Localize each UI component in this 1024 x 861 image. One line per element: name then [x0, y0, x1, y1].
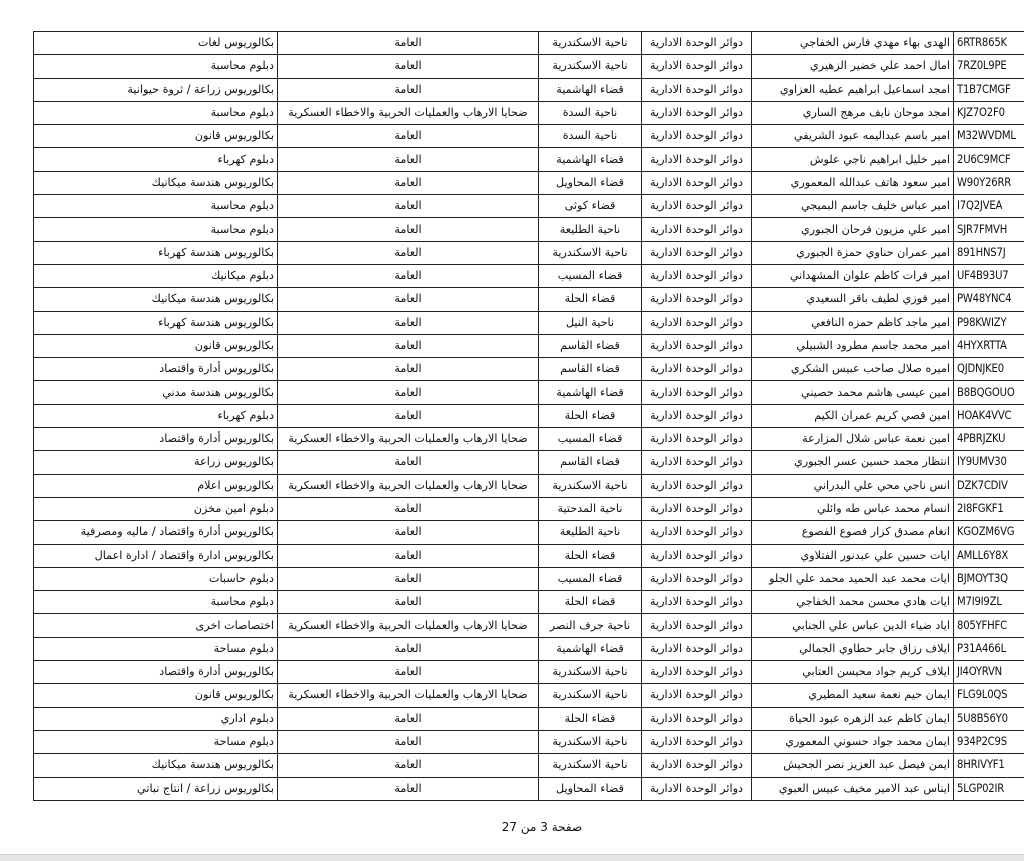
district-cell: ناحية الاسكندرية	[539, 730, 642, 753]
category-cell: ضحايا الارهاب والعمليات الحربية والاخطاء العسكرية	[278, 614, 539, 637]
district-cell: قضاء الحلة	[539, 591, 642, 614]
page-number: صفحة 3 من 27	[501, 820, 583, 834]
table-row	[34, 544, 1024, 567]
qualification-cell: بكالوريوس زراعة / ثروة حيوانية	[34, 78, 278, 101]
table-row	[34, 404, 1024, 427]
qualification-cell: بكالوريوس أدارة واقتصاد / ماليه ومصرفية	[34, 521, 278, 544]
department-cell: دوائر الوحدة الادارية	[642, 125, 752, 148]
department-cell: دوائر الوحدة الادارية	[642, 777, 752, 800]
category-cell: العامة	[278, 730, 539, 753]
qualification-cell: دبلوم محاسبة	[34, 101, 278, 124]
district-cell: قضاء الحلة	[539, 404, 642, 427]
table-row	[34, 195, 1024, 218]
name-cell: امير علي مزيون فرحان الجبوري	[752, 218, 954, 241]
name-cell: انغام مصدق كزار فصوع الفصوع	[752, 521, 954, 544]
department-cell: دوائر الوحدة الادارية	[642, 614, 752, 637]
name-cell: اياد ضياء الدين عباس علي الجنابي	[752, 614, 954, 637]
name-cell: اميره صلال صاحب عبيس الشكري	[752, 358, 954, 381]
department-cell: دوائر الوحدة الادارية	[642, 567, 752, 590]
district-cell: ناحية السدة	[539, 125, 642, 148]
department-cell: دوائر الوحدة الادارية	[642, 101, 752, 124]
department-cell: دوائر الوحدة الادارية	[642, 754, 752, 777]
category-cell: العامة	[278, 661, 539, 684]
category-cell: ضحايا الارهاب والعمليات الحربية والاخطاء العسكرية	[278, 428, 539, 451]
code-cell: P31A466L	[954, 637, 1024, 660]
department-cell: دوائر الوحدة الادارية	[642, 288, 752, 311]
district-cell: ناحية السدة	[539, 101, 642, 124]
department-cell: دوائر الوحدة الادارية	[642, 381, 752, 404]
qualification-cell: بكالوريوس ادارة واقتصاد / ادارة اعمال	[34, 544, 278, 567]
district-cell: قضاء المحاويل	[539, 171, 642, 194]
district-cell: قضاء الحلة	[539, 544, 642, 567]
table-row	[34, 381, 1024, 404]
code-cell: JI4OYRVN	[954, 661, 1024, 684]
code-cell: 891HNS7J	[954, 241, 1024, 264]
qualification-cell: بكالوريوس هندسة مدني	[34, 381, 278, 404]
table-row	[34, 148, 1024, 171]
name-cell: ايمان كاظم عبد الزهره عبود الحياة	[752, 707, 954, 730]
name-cell: امير سعود هاتف عبدالله المعموري	[752, 171, 954, 194]
category-cell: العامة	[278, 381, 539, 404]
qualification-cell: دبلوم كهرباء	[34, 404, 278, 427]
qualification-cell: دبلوم كهرباء	[34, 148, 278, 171]
qualification-cell: دبلوم مساحة	[34, 637, 278, 660]
table-row	[34, 637, 1024, 660]
department-cell: دوائر الوحدة الادارية	[642, 497, 752, 520]
department-cell: دوائر الوحدة الادارية	[642, 171, 752, 194]
table-row	[34, 55, 1024, 78]
district-cell: ناحية الاسكندرية	[539, 474, 642, 497]
category-cell: العامة	[278, 358, 539, 381]
district-cell: ناحية النيل	[539, 311, 642, 334]
qualification-cell: دبلوم امين مخزن	[34, 497, 278, 520]
district-cell: قضاء كوثى	[539, 195, 642, 218]
table-row	[34, 32, 1024, 55]
code-cell: 4HYXRTTA	[954, 334, 1024, 357]
department-cell: دوائر الوحدة الادارية	[642, 32, 752, 55]
table-row	[34, 125, 1024, 148]
qualification-cell: بكالوريوس قانون	[34, 334, 278, 357]
code-cell: AMLL6Y8X	[954, 544, 1024, 567]
qualification-cell: بكالوريوس هندسة ميكانيك	[34, 754, 278, 777]
qualification-cell: بكالوريوس هندسة ميكانيك	[34, 171, 278, 194]
table-row	[34, 218, 1024, 241]
name-cell: امير عباس خليف جاسم البميجي	[752, 195, 954, 218]
category-cell: ضحايا الارهاب والعمليات الحربية والاخطاء العسكرية	[278, 684, 539, 707]
qualification-cell: دبلوم اداري	[34, 707, 278, 730]
department-cell: دوائر الوحدة الادارية	[642, 404, 752, 427]
code-cell: B8BQGOUO	[954, 381, 1024, 404]
table-row	[34, 101, 1024, 124]
district-cell: ناحية الاسكندرية	[539, 684, 642, 707]
qualification-cell: دبلوم محاسبة	[34, 195, 278, 218]
table-row	[34, 334, 1024, 357]
qualification-cell: دبلوم محاسبة	[34, 591, 278, 614]
category-cell: العامة	[278, 171, 539, 194]
code-cell: 4PBRJZKU	[954, 428, 1024, 451]
department-cell: دوائر الوحدة الادارية	[642, 78, 752, 101]
qualification-cell: بكالوريوس أدارة واقتصاد	[34, 358, 278, 381]
category-cell: العامة	[278, 264, 539, 287]
name-cell: انس ناجي محي علي البدراني	[752, 474, 954, 497]
name-cell: امجد اسماعيل ابراهيم عطيه العزاوي	[752, 78, 954, 101]
name-cell: ايلاف كريم جواد محيسن العتابي	[752, 661, 954, 684]
bottom-border	[0, 854, 1024, 861]
name-cell: امال احمد علي خضير الزهيري	[752, 55, 954, 78]
table-row	[34, 684, 1024, 707]
name-cell: امير خليل ابراهيم ناجي علوش	[752, 148, 954, 171]
district-cell: قضاء الهاشمية	[539, 78, 642, 101]
table-row	[34, 264, 1024, 287]
category-cell: العامة	[278, 637, 539, 660]
table-row	[34, 171, 1024, 194]
district-cell: قضاء المسيب	[539, 567, 642, 590]
table-row	[34, 614, 1024, 637]
district-cell: قضاء الهاشمية	[539, 381, 642, 404]
name-cell: ايلاف رزاق جابر حطاوي الجمالي	[752, 637, 954, 660]
code-cell: T1B7CMGF	[954, 78, 1024, 101]
code-cell: 8HRIVYF1	[954, 754, 1024, 777]
category-cell: العامة	[278, 567, 539, 590]
district-cell: قضاء الهاشمية	[539, 148, 642, 171]
qualification-cell: بكالوريوس هندسة ميكانيك	[34, 288, 278, 311]
code-cell: 6RTR865K	[954, 32, 1024, 55]
qualification-cell: بكالوريوس قانون	[34, 125, 278, 148]
district-cell: ناحية الاسكندرية	[539, 241, 642, 264]
category-cell: العامة	[278, 195, 539, 218]
name-cell: امير ماجد كاظم حمزه النافعي	[752, 311, 954, 334]
category-cell: العامة	[278, 32, 539, 55]
qualification-cell: بكالوريوس لغات	[34, 32, 278, 55]
table-row	[34, 567, 1024, 590]
name-cell: امير محمد جاسم مطرود الشبيلي	[752, 334, 954, 357]
district-cell: قضاء المسيب	[539, 428, 642, 451]
department-cell: دوائر الوحدة الادارية	[642, 521, 752, 544]
name-cell: امير عمران حناوي حمزة الجبوري	[752, 241, 954, 264]
district-cell: قضاء الحلة	[539, 707, 642, 730]
category-cell: العامة	[278, 55, 539, 78]
category-cell: العامة	[278, 521, 539, 544]
table-row	[34, 777, 1024, 800]
category-cell: ضحايا الارهاب والعمليات الحربية والاخطاء العسكرية	[278, 474, 539, 497]
category-cell: العامة	[278, 334, 539, 357]
name-cell: امين نعمة عباس شلال المزارعة	[752, 428, 954, 451]
district-cell: ناحية جرف النصر	[539, 614, 642, 637]
qualification-cell: دبلوم محاسبة	[34, 218, 278, 241]
code-cell: 934P2C9S	[954, 730, 1024, 753]
category-cell: العامة	[278, 241, 539, 264]
district-cell: قضاء القاسم	[539, 451, 642, 474]
department-cell: دوائر الوحدة الادارية	[642, 311, 752, 334]
name-cell: امير باسم عبداليمه عبود الشريفي	[752, 125, 954, 148]
category-cell: العامة	[278, 544, 539, 567]
district-cell: ناحية المدحتية	[539, 497, 642, 520]
code-cell: 5U8B56Y0	[954, 707, 1024, 730]
code-cell: DZK7CDIV	[954, 474, 1024, 497]
code-cell: 7RZ0L9PE	[954, 55, 1024, 78]
district-cell: ناحية الطليعة	[539, 521, 642, 544]
category-cell: العامة	[278, 591, 539, 614]
department-cell: دوائر الوحدة الادارية	[642, 637, 752, 660]
name-cell: امير فرات كاظم علوان المشهداني	[752, 264, 954, 287]
name-cell: ايات هادي محسن محمد الخفاجي	[752, 591, 954, 614]
name-cell: انسام محمد عباس طه وائلي	[752, 497, 954, 520]
district-cell: قضاء المحاويل	[539, 777, 642, 800]
code-cell: M32WVDML	[954, 125, 1024, 148]
code-cell: KGOZM6VG	[954, 521, 1024, 544]
department-cell: دوائر الوحدة الادارية	[642, 661, 752, 684]
name-cell: امجد موحان نايف مرهج الساري	[752, 101, 954, 124]
code-cell: UF4B93U7	[954, 264, 1024, 287]
code-cell: I7Q2JVEA	[954, 195, 1024, 218]
department-cell: دوائر الوحدة الادارية	[642, 428, 752, 451]
district-cell: ناحية الاسكندرية	[539, 32, 642, 55]
code-cell: 5LGP02IR	[954, 777, 1024, 800]
code-cell: SJR7FMVH	[954, 218, 1024, 241]
department-cell: دوائر الوحدة الادارية	[642, 55, 752, 78]
code-cell: 805YFHFC	[954, 614, 1024, 637]
code-cell: W90Y26RR	[954, 171, 1024, 194]
qualification-cell: بكالوريوس هندسة كهرباء	[34, 311, 278, 334]
code-cell: 2I8FGKF1	[954, 497, 1024, 520]
qualification-cell: بكالوريوس اعلام	[34, 474, 278, 497]
name-cell: الهدى بهاء مهدي فارس الخفاجي	[752, 32, 954, 55]
table-row	[34, 358, 1024, 381]
department-cell: دوائر الوحدة الادارية	[642, 544, 752, 567]
category-cell: العامة	[278, 777, 539, 800]
department-cell: دوائر الوحدة الادارية	[642, 474, 752, 497]
district-cell: قضاء القاسم	[539, 334, 642, 357]
department-cell: دوائر الوحدة الادارية	[642, 358, 752, 381]
qualification-cell: دبلوم محاسبة	[34, 55, 278, 78]
district-cell: ناحية الطليعة	[539, 218, 642, 241]
table-row	[34, 754, 1024, 777]
name-cell: ايناس عبد الامير مخيف عبيس العبوي	[752, 777, 954, 800]
district-cell: قضاء الهاشمية	[539, 637, 642, 660]
category-cell: العامة	[278, 125, 539, 148]
code-cell: P98KWIZY	[954, 311, 1024, 334]
roster-table	[33, 31, 1024, 801]
qualification-cell: دبلوم مساحة	[34, 730, 278, 753]
qualification-cell: دبلوم حاسبات	[34, 567, 278, 590]
department-cell: دوائر الوحدة الادارية	[642, 684, 752, 707]
category-cell: العامة	[278, 451, 539, 474]
code-cell: M7I9I9ZL	[954, 591, 1024, 614]
department-cell: دوائر الوحدة الادارية	[642, 451, 752, 474]
department-cell: دوائر الوحدة الادارية	[642, 334, 752, 357]
name-cell: ايمن فيصل عبد العزيز نصر الجحيش	[752, 754, 954, 777]
code-cell: HOAK4VVC	[954, 404, 1024, 427]
roster-table-body	[34, 32, 1024, 801]
category-cell: العامة	[278, 288, 539, 311]
department-cell: دوائر الوحدة الادارية	[642, 195, 752, 218]
qualification-cell: بكالوريوس أدارة واقتصاد	[34, 661, 278, 684]
table-row	[34, 241, 1024, 264]
code-cell: FLG9L0QS	[954, 684, 1024, 707]
district-cell: ناحية الاسكندرية	[539, 661, 642, 684]
category-cell: ضحايا الارهاب والعمليات الحربية والاخطاء العسكرية	[278, 101, 539, 124]
name-cell: امين عيسى هاشم محمد حصيني	[752, 381, 954, 404]
code-cell: BJMOYT3Q	[954, 567, 1024, 590]
category-cell: العامة	[278, 218, 539, 241]
table-row	[34, 428, 1024, 451]
department-cell: دوائر الوحدة الادارية	[642, 241, 752, 264]
name-cell: ايات حسين علي عبدنور الفتلاوي	[752, 544, 954, 567]
district-cell: قضاء القاسم	[539, 358, 642, 381]
table-row	[34, 474, 1024, 497]
table-row	[34, 521, 1024, 544]
district-cell: قضاء الحلة	[539, 288, 642, 311]
table-row	[34, 730, 1024, 753]
department-cell: دوائر الوحدة الادارية	[642, 264, 752, 287]
table-row	[34, 288, 1024, 311]
district-cell: ناحية الاسكندرية	[539, 754, 642, 777]
qualification-cell: بكالوريوس زراعة	[34, 451, 278, 474]
category-cell: العامة	[278, 754, 539, 777]
code-cell: IY9UMV30	[954, 451, 1024, 474]
department-cell: دوائر الوحدة الادارية	[642, 218, 752, 241]
code-cell: KJZ7O2F0	[954, 101, 1024, 124]
category-cell: العامة	[278, 497, 539, 520]
name-cell: ايمان محمد جواد حسوني المعموري	[752, 730, 954, 753]
qualification-cell: بكالوريوس هندسة كهرباء	[34, 241, 278, 264]
qualification-cell: اختصاصات اخرى	[34, 614, 278, 637]
category-cell: العامة	[278, 148, 539, 171]
code-cell: PW48YNC4	[954, 288, 1024, 311]
name-cell: ايات محمد عبد الحميد محمد علي الجلو	[752, 567, 954, 590]
table-row	[34, 707, 1024, 730]
qualification-cell: دبلوم ميكانيك	[34, 264, 278, 287]
category-cell: العامة	[278, 404, 539, 427]
table-row	[34, 591, 1024, 614]
code-cell: QJDNJKE0	[954, 358, 1024, 381]
table-row	[34, 661, 1024, 684]
name-cell: انتظار محمد حسين عسر الجبوري	[752, 451, 954, 474]
department-cell: دوائر الوحدة الادارية	[642, 707, 752, 730]
qualification-cell: بكالوريوس زراعة / انتاج نباتي	[34, 777, 278, 800]
department-cell: دوائر الوحدة الادارية	[642, 591, 752, 614]
table-row	[34, 311, 1024, 334]
table-row	[34, 451, 1024, 474]
table-row	[34, 78, 1024, 101]
category-cell: العامة	[278, 311, 539, 334]
code-cell: 2U6C9MCF	[954, 148, 1024, 171]
district-cell: قضاء المسيب	[539, 264, 642, 287]
qualification-cell: بكالوريوس أدارة واقتصاد	[34, 428, 278, 451]
department-cell: دوائر الوحدة الادارية	[642, 730, 752, 753]
table-row	[34, 497, 1024, 520]
department-cell: دوائر الوحدة الادارية	[642, 148, 752, 171]
name-cell: امير فوزي لطيف باقر السعيدي	[752, 288, 954, 311]
category-cell: العامة	[278, 707, 539, 730]
category-cell: العامة	[278, 78, 539, 101]
name-cell: ايمان حيم نعمة سعيد المطيري	[752, 684, 954, 707]
qualification-cell: بكالوريوس قانون	[34, 684, 278, 707]
name-cell: امين قصي كريم عمران الكيم	[752, 404, 954, 427]
district-cell: ناحية الاسكندرية	[539, 55, 642, 78]
